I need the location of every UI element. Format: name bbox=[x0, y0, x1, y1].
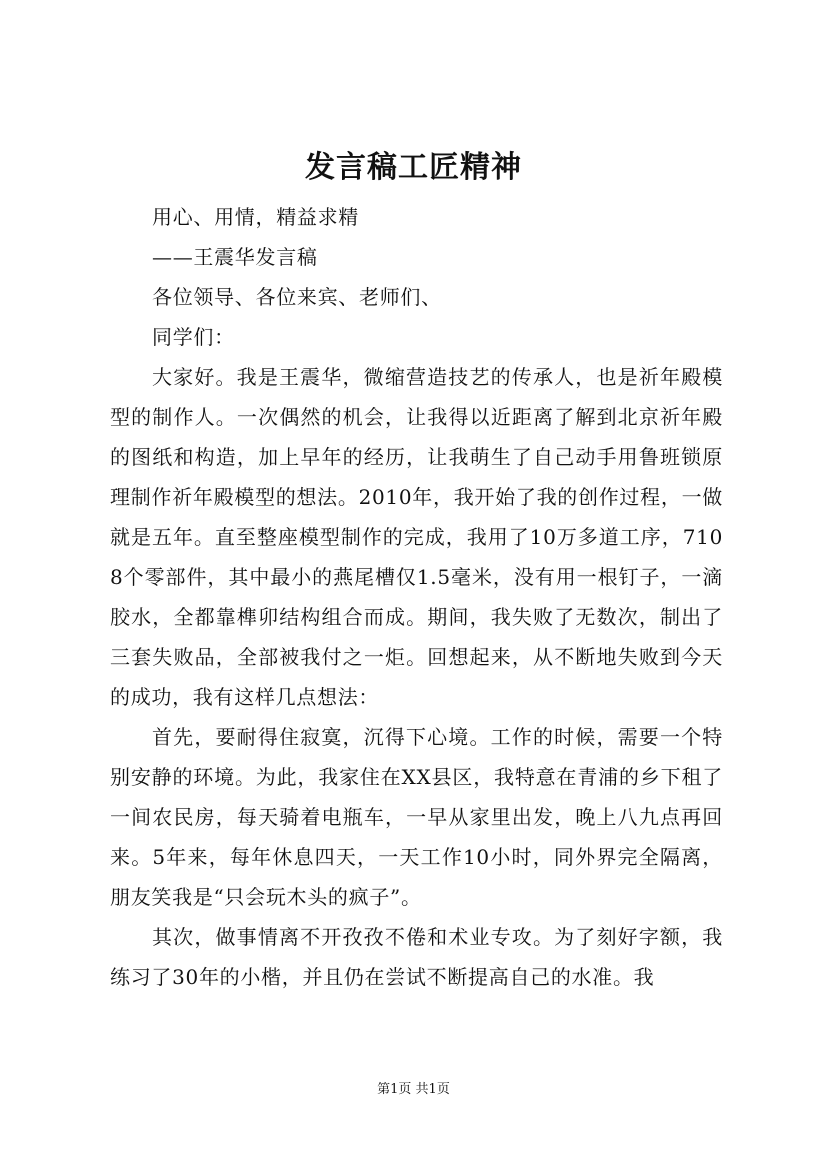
paragraph-body: 其次，做事情离不开孜孜不倦和术业专攻。为了刻好字额，我练习了30年的小楷，并且仍在尝试不断提高自己的水准。我 bbox=[110, 925, 723, 989]
paragraph-body: 大家好。我是王震华，微缩营造技艺的传承人，也是祈年殿模型的制作人。一次偶然的机会，让我得以近距离了解到北京祈年殿的图纸和构造，加上早年的经历，让我萌生了自己动手用鲁班锁原理制作祈年殿模型的想法。2010年，我开始了我的创作过程，一做就是五年。直至整座模型制作的完成，我用了10万多道工序，7108个零部件，其中最小的燕尾槽仅1.5毫米，没有用一根钉子，一滴胶水，全都靠榫卯结构组合而成。期间，我失败了无数次，制出了三套失败品，全部被我付之一炬。回想起来，从不断地失败到今天的成功，我有这样几点想法： bbox=[110, 365, 723, 709]
paragraph-body: 首先，要耐得住寂寞，沉得下心境。工作的时候，需要一个特别安静的环境。为此，我家住在XX县区，我特意在青浦的乡下租了一间农民房，每天骑着电瓶车，一早从家里出发，晚上八九点再回来。5年来，每年休息四天，一天工作10小时，同外界完全隔离，朋友笑我是“只会玩木头的疯子”。 bbox=[110, 725, 723, 909]
paragraph-subtitle: 用心、用情，精益求精 bbox=[152, 205, 359, 229]
paragraph-salutation: 各位领导、各位来宾、老师们、 bbox=[152, 285, 442, 309]
paragraph-salutation-cont: 同学们： bbox=[152, 325, 235, 349]
paragraph-byline: ——王震华发言稿 bbox=[152, 245, 318, 269]
document-body bbox=[110, 197, 723, 997]
document-title: 发言稿工匠精神 bbox=[305, 150, 522, 185]
page-number-footer: 第1页 共1页 bbox=[377, 1082, 450, 1097]
